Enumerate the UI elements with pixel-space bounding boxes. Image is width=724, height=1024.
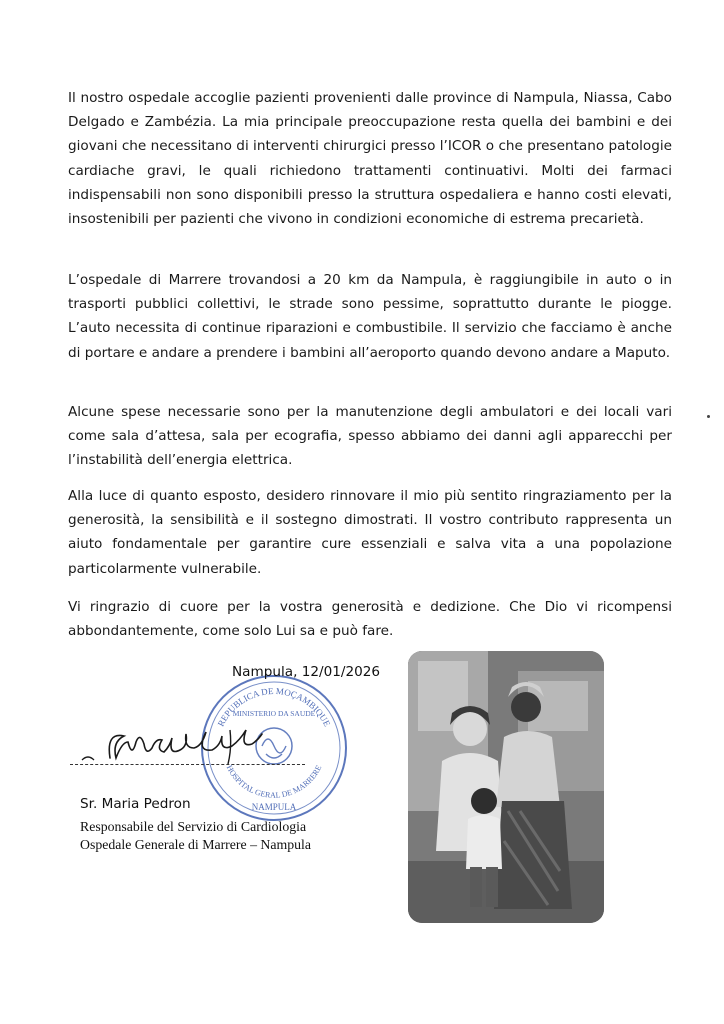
place-and-date: Nampula, 12/01/2026 xyxy=(232,664,381,680)
handwritten-signature xyxy=(80,724,305,768)
group-photo xyxy=(408,651,604,923)
letter-paragraph-5: Vi ringrazio di cuore per la vostra generosità e dedizione. Che Dio vi ricompensi abbondantemente, come solo Lui sa e può fare. xyxy=(68,599,672,640)
letter-paragraph-1: Il nostro ospedale accoglie pazienti provenienti dalle province di Nampula, Niassa, Cabo Delgado e Zambézia. La mia principale preoccupazione resta quella dei bambini e dei giovani che necessitano di interventi chirurgici presso l’ICOR o che presentano patologie cardiache gravi, le quali richiedono trattamenti continuativi. Molti dei farmaci indispensabili non sono disponibili presso la struttura ospedaliera e hanno costi elevati, insostenibili per pazienti che vivono in condizioni economiche di estrema precarietà. xyxy=(68,90,672,228)
signer-role-line-2: Ospedale Generale di Marrere – Nampula xyxy=(80,837,311,852)
letter-paragraph-4: Alla luce di quanto esposto, desidero rinnovare il mio più sentito ringraziamento per la generosità, la sensibilità e il sostegno dimostrati. Il vostro contributo rappresenta un aiuto fondamentale per garantire cure essenziali e salva vita a una popolazione particolarmente vulnerabile. xyxy=(68,488,672,577)
svg-text:HOSPITAL GERAL DE MARRERE xyxy=(225,764,324,800)
stamp-text-mid: MINISTERIO DA SAUDE xyxy=(232,709,316,718)
signer-role-line-1: Responsabile del Servizio di Cardiologia xyxy=(80,819,307,834)
stamp-text-top: REPUBLICA DE MOÇAMBIQUE xyxy=(215,685,333,729)
scan-speck xyxy=(707,415,710,418)
letter-paragraph-2: L’ospedale di Marrere trovandosi a 20 km da Nampula, è raggiungibile in auto o in trasporti pubblici collettivi, le strade sono pessime, soprattutto durante le piogge. L’auto necessita di continue riparazioni e combustibile. Il servizio che facciamo è anche di portare e andare a prendere i bambini all’aeroporto quando devono andare a Maputo. xyxy=(68,272,672,361)
photo-image xyxy=(408,651,604,923)
signer-role xyxy=(80,818,311,854)
letter-paragraph-3: Alcune spese necessarie sono per la manutenzione degli ambulatori e dei locali vari come sala d’attesa, sala per ecografia, spesso abbiamo dei danni agli apparecchi per l’instabilità dell’energia elettrica. xyxy=(68,404,672,469)
stamp-text-foot: NAMPULA xyxy=(251,802,297,812)
signer-name: Sr. Maria Pedron xyxy=(80,796,191,812)
svg-text:REPUBLICA DE MOÇAMBIQUE xyxy=(216,686,333,729)
signature-line xyxy=(70,764,305,765)
stamp-text-bottom: HOSPITAL GERAL DE MARRERE xyxy=(224,763,324,800)
